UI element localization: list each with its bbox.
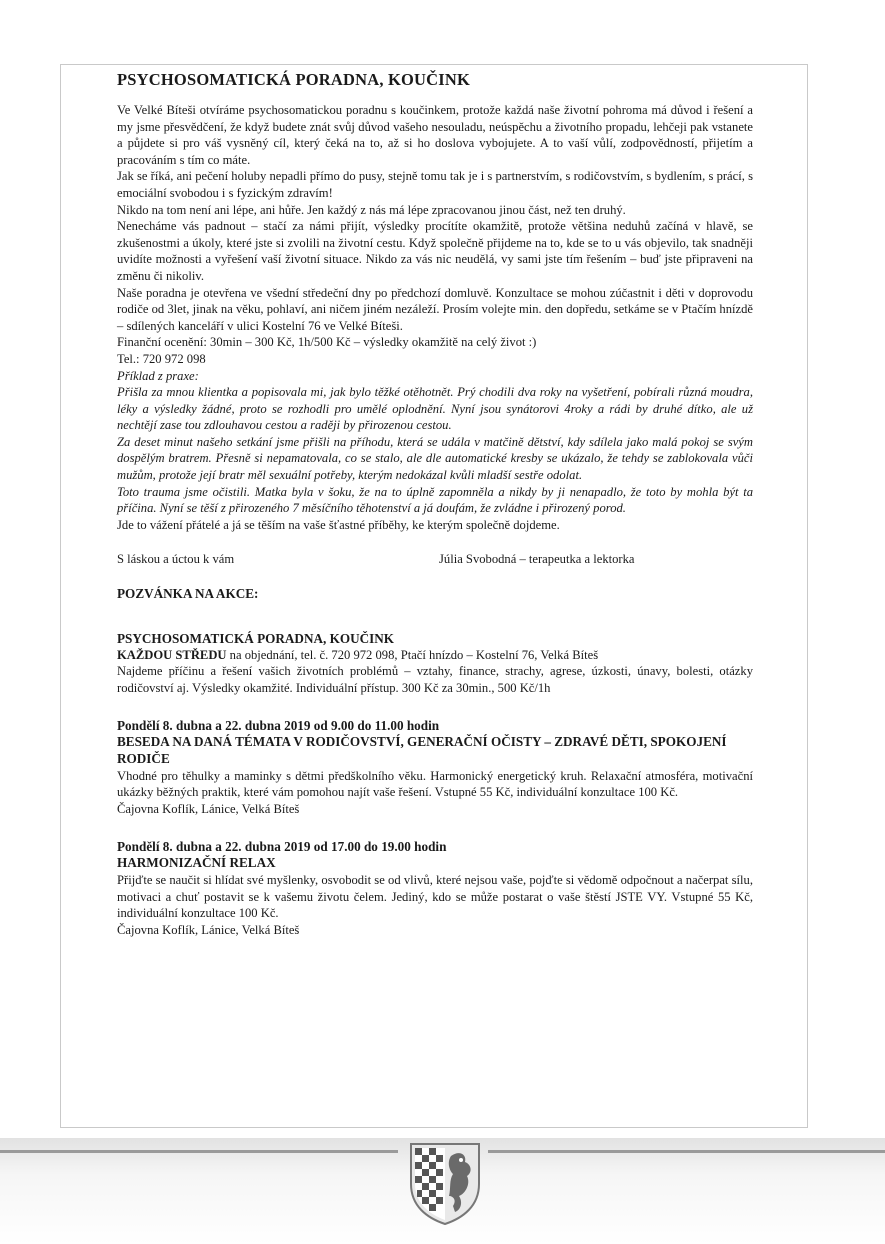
event-3-date: Pondělí 8. dubna a 22. dubna 2019 od 17.00 do 19.00 hodin	[117, 839, 447, 855]
example-paragraph-3: Toto trauma jsme očistili. Matka byla v šoku, že na to úplně zapomněla a nikdy by ji nenapadlo, že toto by mohla být ta příčina. Nyní se těší z přirozeného 7 měsíčního těhotenství a já doufám, že zvládne i přirozený porod.	[117, 484, 753, 516]
event-1-when-rest: na objednání, tel. č. 720 972 098, Ptačí hnízdo – Kostelní 76, Velká Bíteš	[226, 647, 599, 662]
intro-paragraph-2: Jak se říká, ani pečení holuby nepadli přímo do pusy, stejně tomu tak je i s partnerstvím, s rodičovstvím, s bydlením, s prácí, s emociální svobodou i s fyzickým zdravím!	[117, 169, 753, 200]
event-1-text: Najdeme příčinu a řešení vašich životních problémů – vztahy, finance, strachy, agrese, úzkosti, únavy, bolesti, otázky rodičovství aj. Výsledky okamžité. Individuální přístup. 300 Kč za 30min., 500 Kč/1h	[117, 664, 753, 695]
event-1-when	[117, 647, 753, 664]
signature-row	[117, 551, 753, 568]
price-line: Finanční ocenění: 30min – 300 Kč, 1h/500 Kč – výsledky okamžitě na celý život :)	[117, 335, 537, 350]
example-paragraph-2: Za deset minut našeho setkání jsme přišli na příhodu, která se udála v matčině dětství, kdy sdílela jako malá pokoj se svým dospělým bratrem. Přesně si nepamatovala, co se stalo, ale dle automatické kresby se ukázalo, že tehdy se zablokovala vůči mužům, protože její bratr měl sexuální potřeby, kterým nedokázal kvůli mladší sestře odolat.	[117, 434, 753, 483]
signature-author: Júlia Svobodná – terapeutka a lektorka	[439, 552, 635, 567]
intro-paragraph-3: Nikdo na tom není ani lépe, ani hůře. Jen každý z nás má lépe zpracovanou jinou část, než ten druhý.	[117, 202, 626, 217]
phone-line: Tel.: 720 972 098	[117, 351, 206, 366]
invitation-heading: POZVÁNKA NA AKCE:	[117, 586, 259, 602]
event-3-place: Čajovna Koflík, Lánice, Velká Bíteš	[117, 922, 300, 937]
example-label: Příklad z praxe:	[117, 368, 199, 383]
page-title: PSYCHOSOMATICKÁ PORADNA, KOUČINK	[117, 70, 471, 89]
event-3-text: Přijďte se naučit si hlídat své myšlenky, osvobodit se od vlivů, které nejsou vaše, pojďte si vědomě odpočnout a načerpat sílu, motivaci a chuť postavit se k vašemu životu čelem. Jediný, kdo se může postarat o vaše štěstí JSTE VY. Vstupné 55 Kč, individuální konzultace 100 Kč.	[117, 872, 753, 921]
intro-paragraph-5: Naše poradna je otevřena ve všední středeční dny po předchozí domluvě. Konzultace se mohou zúčastnit i děti v doprovodu rodiče od 3let, jinak na věku, pohlaví, ani ničem jiném nezáleží. Prosím volejte min. den dopředu, setkáme se v Ptačím hnízdě – sdílených kanceláří v ulici Kostelní 76 ve Velké Bíteši.	[117, 285, 753, 333]
event-2-text: Vhodné pro těhulky a maminky s dětmi předškolního věku. Harmonický energetický kruh. Relaxační atmosféra, motivační ukázky běžných praktik, které vám pomohou najít vaše řešení. Vstupné 55 Kč, individuální konzultace 100 Kč.	[117, 768, 753, 800]
example-paragraph-1: Přišla za mnou klientka a popisovala mi, jak bylo těžké otěhotnět. Prý chodili dva roky na vyšetření, pobírali různá moudra, léky a výsledky žádné, proto se rozhodli pro umělé oplodnění. Nyní jsou synátorovi 4roky a rádi by druhé dítko, ale už nechtějí zase tou zdlouhavou cestou a raději by přirozenou cestou.	[117, 385, 753, 433]
footer-line-left	[0, 1150, 398, 1153]
town-coat-of-arms-icon	[407, 1140, 483, 1226]
event-3-title: HARMONIZAČNÍ RELAX	[117, 855, 276, 871]
closing-paragraph: Jde to vážení přátelé a já se těším na vaše šťastné příběhy, ke kterým společně dojdeme.	[117, 517, 560, 532]
event-1-when-bold: KAŽDOU STŘEDU	[117, 647, 227, 662]
event-2-title: BESEDA NA DANÁ TÉMATA V RODIČOVSTVÍ, GENERAČNÍ OČISTY – ZDRAVÉ DĚTI, SPOKOJENÍ RODIČE	[117, 734, 727, 766]
intro-paragraph-1: Ve Velké Bíteši otvíráme psychosomatickou poradnu s koučinkem, protože každá naše životní pohroma má důvod i řešení a my jsme přesvědčení, že když budete znát svůj důvod vašeho nesouladu, neúspěchu a životního propadu, lehčeji pak vstanete a půjdete si pro váš vysněný cíl, který čeká na to, až si ho doslova vybojujete. A to vaší vůlí, zodpovědností, přijetím a pracováním s tím co máte.	[117, 103, 753, 167]
footer-line-right	[488, 1150, 885, 1153]
event-1-title: PSYCHOSOMATICKÁ PORADNA, KOUČINK	[117, 630, 395, 646]
event-2-place: Čajovna Koflík, Lánice, Velká Bíteš	[117, 801, 300, 816]
signature-greeting: S láskou a úctou k vám	[117, 552, 235, 567]
event-2-date: Pondělí 8. dubna a 22. dubna 2019 od 9.00 do 11.00 hodin	[117, 718, 440, 734]
article	[117, 70, 753, 938]
intro-paragraph-4: Nenecháme vás padnout – stačí za námi přijít, výsledky procítíte okamžitě, protože většina neduhů začíná v hlavě, se zkušenostmi a úkoly, které jste si zvolili na životní cestu. Když společně přijdeme na to, kde se to u vás objevilo, tak snadněji uvidíte možnosti a vyřešení vaší životní situace. Nikdo za vás nic neudělá, vy sami jste tím řešením – buď jste připraveni na změnu či nikoliv.	[117, 219, 753, 283]
